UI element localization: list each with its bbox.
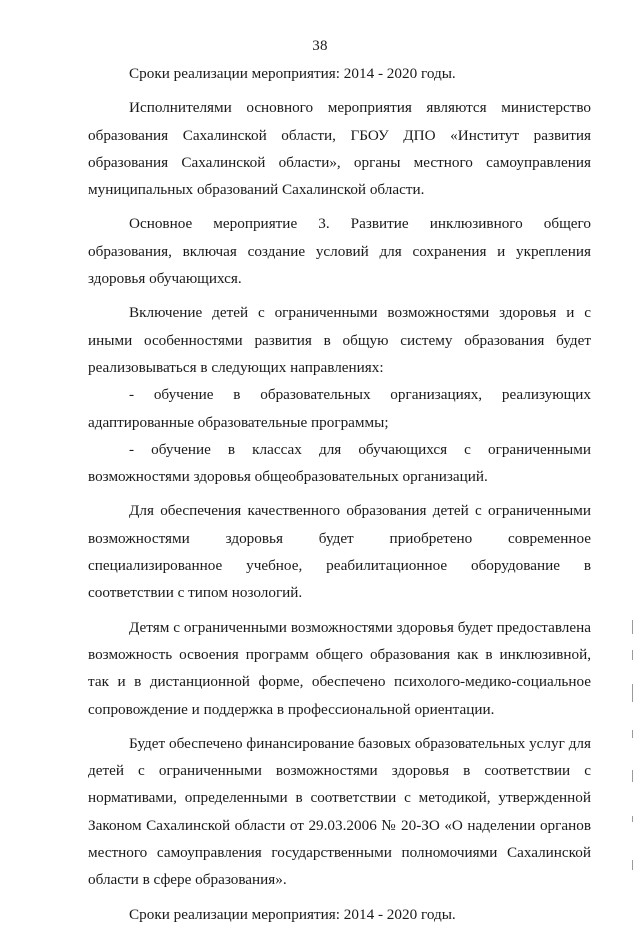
paragraph-main-measure-3: Основное мероприятие 3. Развитие инклюзивного общего образования, включая создание условий для сохранения и укрепления здоровья обучающихся. — [88, 215, 591, 288]
paragraph-distance-learning: Детям с ограниченными возможностями здоровья будет предоставлена возможность освоения программ общего образования как в инклюзивной, так и в дистанционной форме, обеспечено психолого-медико-социальное сопровождение и поддержка в профессиональной ориентации. — [88, 618, 591, 718]
list-item-special-classes: - обучение в классах для обучающихся с ограниченными возможностями здоровья общеобразовательных организаций. — [88, 440, 591, 486]
paragraph-financing: Будет обеспечено финансирование базовых образовательных услуг для детей с ограниченными возможностями здоровья в соответствии с нормативами, определенными в соответствии с методикой, утвержденной Законом Сахалинской области от 29.03.2006 № 20-ЗО «О наделении органов местного самоуправления государственными полномочиями Сахалинской области в сфере образования». — [88, 734, 591, 889]
body-text — [88, 60, 591, 928]
paragraph-executors: Исполнителями основного мероприятия являются министерство образования Сахалинской области, ГБОУ ДПО «Институт развития образования Сахалинской области», органы местного самоуправления муниципальных образований Сахалинской области. — [88, 99, 591, 199]
paragraph-deadline-final: Сроки реализации мероприятия: 2014 - 2020 годы. — [129, 905, 456, 923]
list-item-adapted-programs: - обучение в образовательных организациях, реализующих адаптированные образовательные программы; — [88, 386, 591, 431]
scan-edge-marks — [630, 620, 636, 890]
paragraph-inclusion: Включение детей с ограниченными возможностями здоровья и с иными особенностями развития в общую систему образования будет реализовываться в следующих направлениях: — [88, 304, 591, 376]
paragraph-deadline: Сроки реализации мероприятия: 2014 - 2020 годы. — [129, 65, 456, 82]
paragraph-equipment: Для обеспечения качественного образования детей с ограниченными возможностями здоровья будет приобретено современное специализированное учебное, реабилитационное оборудование в соответствии с типом нозологий. — [88, 502, 591, 602]
page-number: 38 — [312, 38, 328, 54]
